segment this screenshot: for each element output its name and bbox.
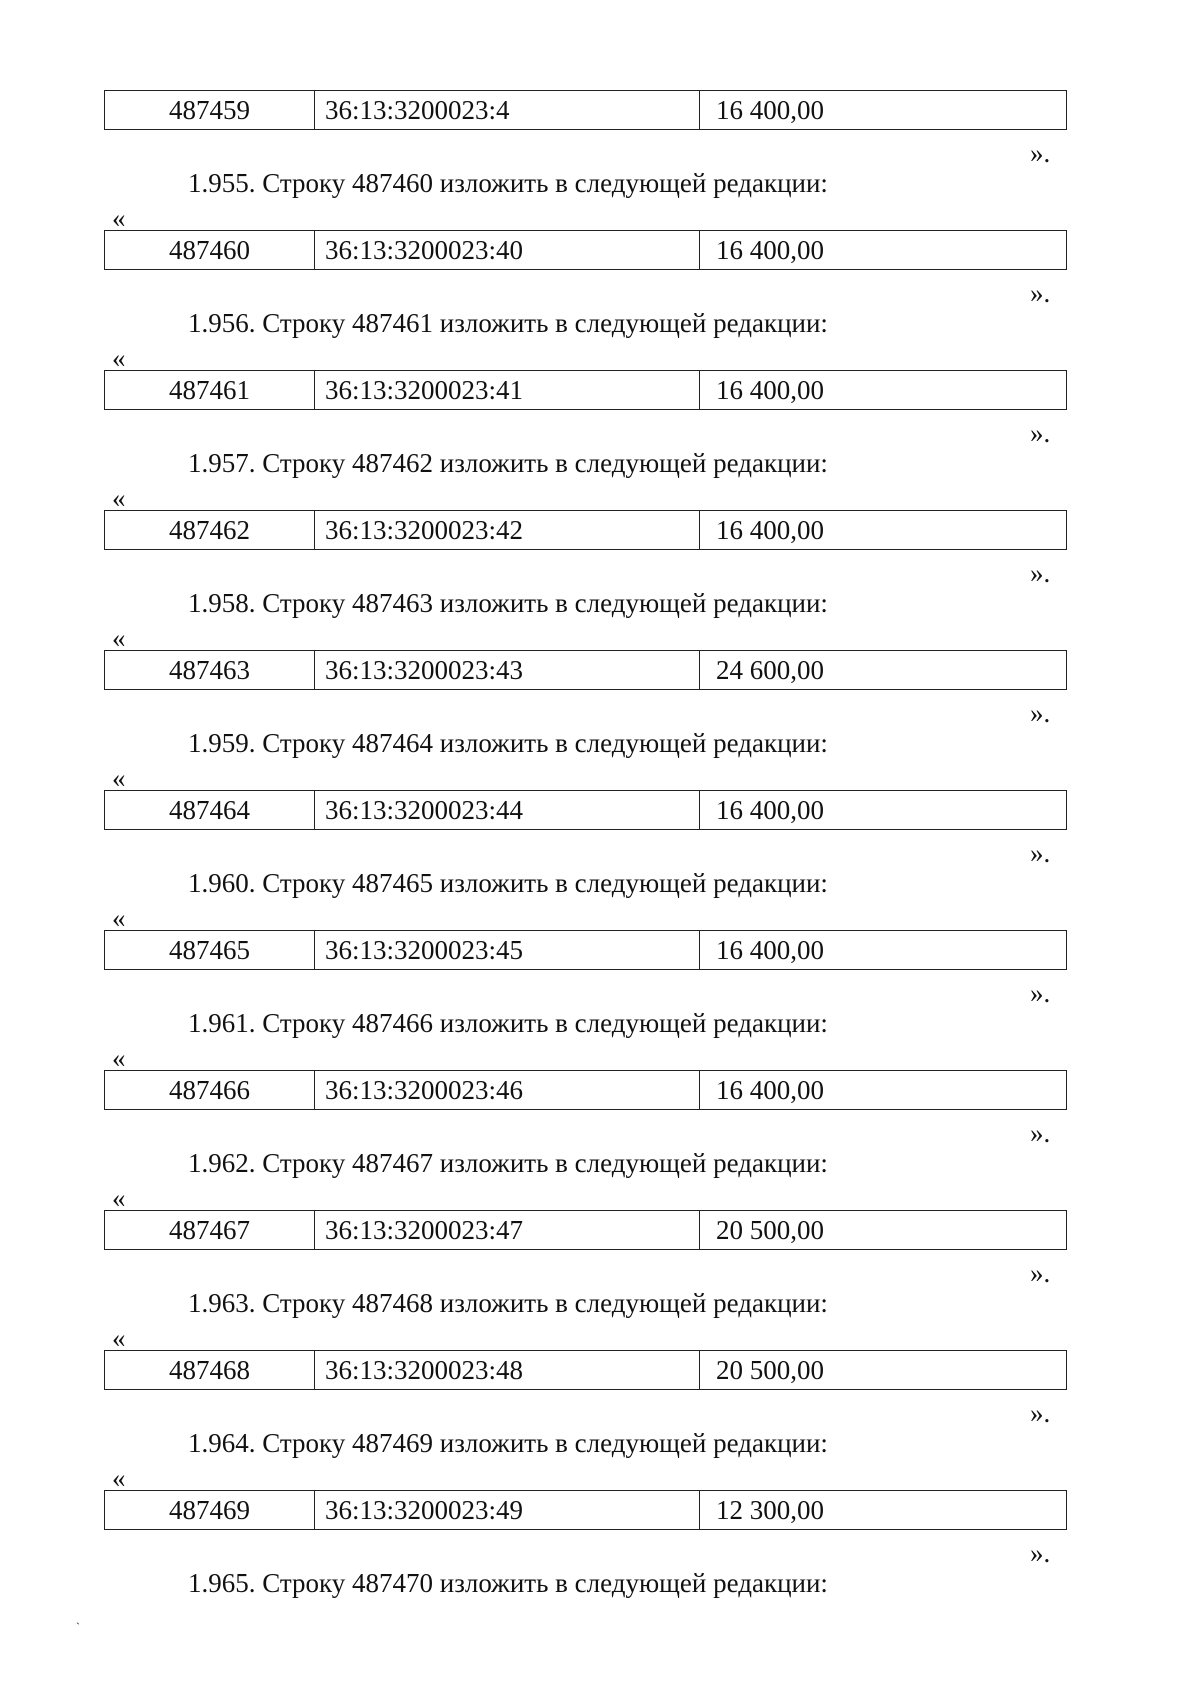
- cadastral-number: 36:13:3200023:48: [315, 1351, 700, 1389]
- row-value: 16 400,00: [716, 934, 824, 965]
- cadastral-number: 36:13:3200023:46: [315, 1071, 700, 1109]
- row-number: 487459: [105, 91, 315, 129]
- row-number: 487461: [105, 371, 315, 409]
- closing-quote: ».: [1030, 1118, 1051, 1148]
- opening-quote: «: [112, 203, 126, 233]
- table-row: [104, 1490, 1067, 1530]
- row-number: 487463: [105, 651, 315, 689]
- table-row: [104, 1350, 1067, 1390]
- amendment-instruction: 1.956. Строку 487461 изложить в следующей редакции:: [188, 308, 828, 338]
- closing-quote: ».: [1030, 698, 1051, 728]
- opening-quote: «: [112, 903, 126, 933]
- row-number: 487464: [105, 791, 315, 829]
- cadastral-number: 36:13:3200023:42: [315, 511, 700, 549]
- cadastral-number: 36:13:3200023:4: [315, 91, 700, 129]
- opening-quote: «: [112, 1323, 126, 1353]
- opening-quote: «: [112, 623, 126, 653]
- closing-quote: ».: [1030, 278, 1051, 308]
- row-value: 16 400,00: [716, 794, 824, 825]
- amendment-instruction: 1.964. Строку 487469 изложить в следующей редакции:: [188, 1428, 828, 1458]
- opening-quote: «: [112, 763, 126, 793]
- row-value: 20 500,00: [716, 1214, 824, 1245]
- cadastral-number: 36:13:3200023:44: [315, 791, 700, 829]
- row-value: 16 400,00: [716, 234, 824, 265]
- closing-quote: ».: [1030, 1398, 1051, 1428]
- row-number: 487469: [105, 1491, 315, 1529]
- row-value: 16 400,00: [716, 374, 824, 405]
- amendment-instruction: 1.955. Строку 487460 изложить в следующей редакции:: [188, 168, 828, 198]
- opening-quote: «: [112, 1183, 126, 1213]
- amendment-instruction: 1.958. Строку 487463 изложить в следующей редакции:: [188, 588, 828, 618]
- table-row: [104, 1210, 1067, 1250]
- closing-quote: ».: [1030, 418, 1051, 448]
- cadastral-number: 36:13:3200023:43: [315, 651, 700, 689]
- table-row: [104, 1070, 1067, 1110]
- table-row: [104, 930, 1067, 970]
- table-row: [104, 370, 1067, 410]
- row-value: 20 500,00: [716, 1354, 824, 1385]
- closing-quote: ».: [1030, 558, 1051, 588]
- amendment-instruction: 1.962. Строку 487467 изложить в следующей редакции:: [188, 1148, 828, 1178]
- row-value: 16 400,00: [716, 514, 824, 545]
- row-number: 487462: [105, 511, 315, 549]
- cadastral-number: 36:13:3200023:40: [315, 231, 700, 269]
- row-number: 487466: [105, 1071, 315, 1109]
- amendment-instruction: 1.963. Строку 487468 изложить в следующей редакции:: [188, 1288, 828, 1318]
- cadastral-number: 36:13:3200023:49: [315, 1491, 700, 1529]
- amendment-instruction: 1.960. Строку 487465 изложить в следующей редакции:: [188, 868, 828, 898]
- amendment-instruction: 1.965. Строку 487470 изложить в следующей редакции:: [188, 1568, 828, 1598]
- row-number: 487460: [105, 231, 315, 269]
- row-value: 16 400,00: [716, 94, 824, 125]
- row-value: 24 600,00: [716, 654, 824, 685]
- table-row: [104, 790, 1067, 830]
- cadastral-number: 36:13:3200023:41: [315, 371, 700, 409]
- row-value: 16 400,00: [716, 1074, 824, 1105]
- row-value: 12 300,00: [716, 1494, 824, 1525]
- closing-quote: ».: [1030, 138, 1051, 168]
- closing-quote: ».: [1030, 978, 1051, 1008]
- closing-quote: ».: [1030, 1538, 1051, 1568]
- closing-quote: ».: [1030, 838, 1051, 868]
- row-number: 487468: [105, 1351, 315, 1389]
- closing-quote: ».: [1030, 1258, 1051, 1288]
- amendment-instruction: 1.959. Строку 487464 изложить в следующей редакции:: [188, 728, 828, 758]
- table-row: [104, 650, 1067, 690]
- cadastral-number: 36:13:3200023:45: [315, 931, 700, 969]
- row-number: 487467: [105, 1211, 315, 1249]
- opening-quote: «: [112, 1043, 126, 1073]
- scan-mark: ˋ: [76, 1620, 80, 1634]
- table-row: [104, 510, 1067, 550]
- table-row: [104, 230, 1067, 270]
- opening-quote: «: [112, 343, 126, 373]
- table-row: [104, 90, 1067, 130]
- opening-quote: «: [112, 483, 126, 513]
- amendment-instruction: 1.961. Строку 487466 изложить в следующей редакции:: [188, 1008, 828, 1038]
- row-number: 487465: [105, 931, 315, 969]
- amendment-instruction: 1.957. Строку 487462 изложить в следующей редакции:: [188, 448, 828, 478]
- opening-quote: «: [112, 1463, 126, 1493]
- cadastral-number: 36:13:3200023:47: [315, 1211, 700, 1249]
